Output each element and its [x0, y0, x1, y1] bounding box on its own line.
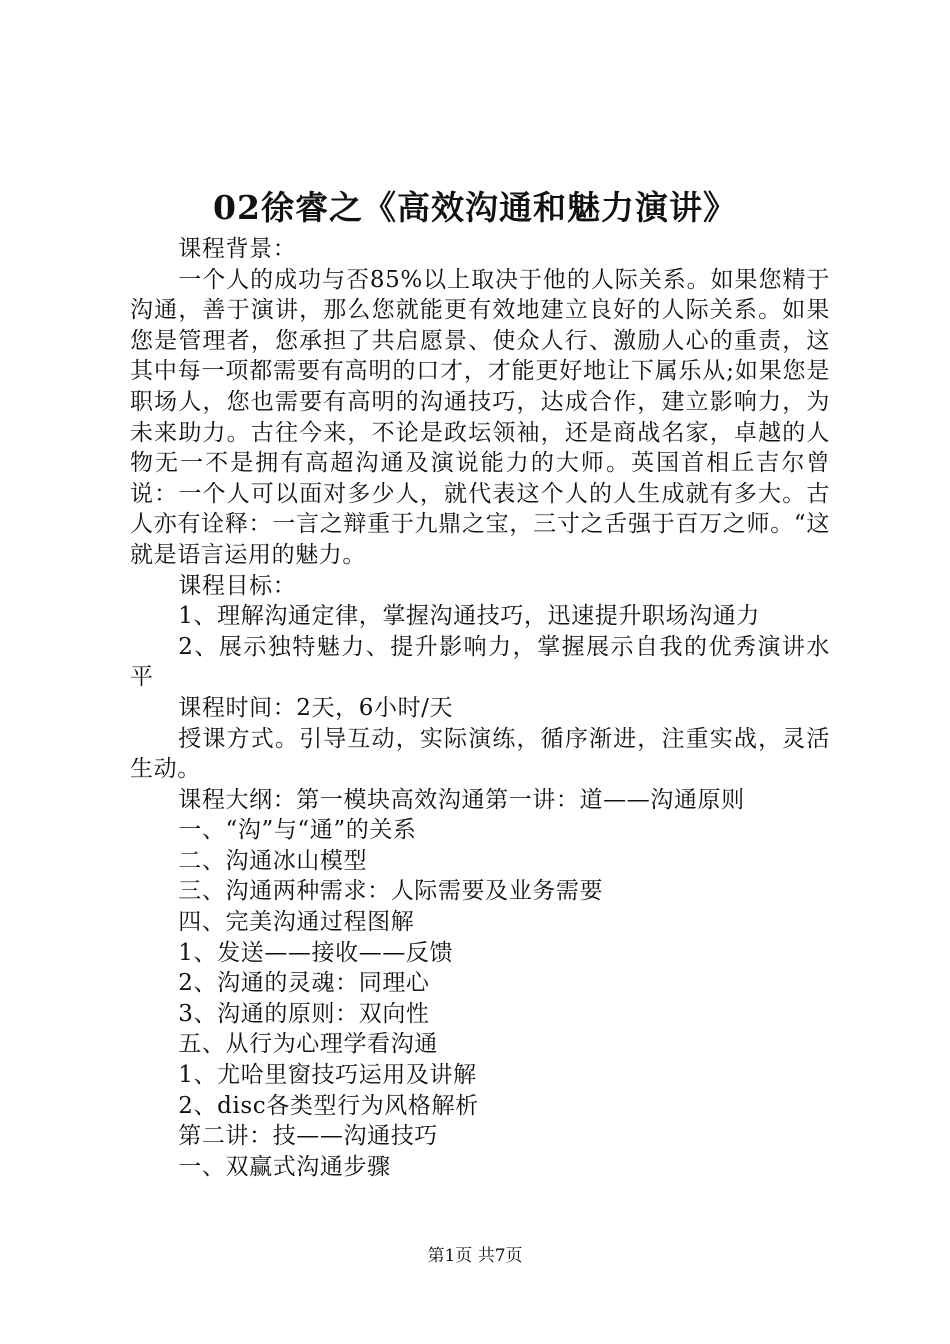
outline-item: 1、尤哈里窗技巧运用及讲解: [178, 1062, 477, 1089]
outline-item: 1、发送——接收——反馈: [178, 939, 454, 966]
document-body: [130, 234, 830, 1182]
page-footer: 第1页 共7页: [427, 1246, 523, 1266]
outline-item: 一、双赢式沟通步骤: [178, 1153, 391, 1180]
paragraph-teaching-method: 授课方式。引导互动，实际演练，循序渐进，注重实战，灵活生动。: [130, 725, 830, 783]
paragraph-goals-heading: 课程目标：: [178, 572, 297, 599]
outline-item: 四、完美沟通过程图解: [178, 909, 415, 936]
paragraph-background-text: 一个人的成功与否85%以上取决于他的人际关系。如果您精于沟通，善于演讲，那么您就能更有效地建立良好的人际关系。如果您是管理者，您承担了共启愿景、使众人行、激励人心的重责，这其中每一项都需要有高明的口才，才能更好地让下属乐从;如果您是职场人，您也需要有高明的沟通技巧，达成合作，建立影响力，为未来助力。古往今来，不论是政坛领袖，还是商战名家，卓越的人物无一不是拥有高超沟通及演说能力的大师。英国首相丘吉尔曾说：一个人可以面对多少人，就代表这个人的人生成就有多大。古人亦有诠释：一言之辩重于九鼎之宝，三寸之舌强于百万之师。“这就是语言运用的魅力。: [130, 266, 830, 568]
outline-item: 五、从行为心理学看沟通: [178, 1031, 438, 1058]
outline-item: 一、“沟”与“通”的关系: [178, 817, 417, 844]
paragraph-background-heading: 课程背景：: [178, 236, 297, 262]
outline-section-heading: 第二讲：技——沟通技巧: [178, 1123, 438, 1150]
outline-item: 三、沟通两种需求：人际需要及业务需要: [178, 878, 604, 905]
paragraph-goal-1: 1、理解沟通定律，掌握沟通技巧，迅速提升职场沟通力: [178, 603, 760, 630]
outline-item: 3、沟通的原则：双向性: [178, 1000, 430, 1027]
document-title: 02徐睿之《高效沟通和魅力演讲》: [213, 188, 737, 227]
paragraph-course-time: 课程时间：2天，6小时/天: [178, 694, 454, 721]
outline-item: 二、沟通冰山模型: [178, 847, 368, 874]
outline-item: 2、disc各类型行为风格解析: [178, 1092, 479, 1119]
paragraph-outline-heading: 课程大纲：第一模块高效沟通第一讲：道——沟通原则: [178, 786, 745, 813]
paragraph-goal-2: 2、展示独特魅力、提升影响力，掌握展示自我的优秀演讲水平: [130, 633, 830, 691]
outline-item: 2、沟通的灵魂：同理心: [178, 970, 430, 997]
